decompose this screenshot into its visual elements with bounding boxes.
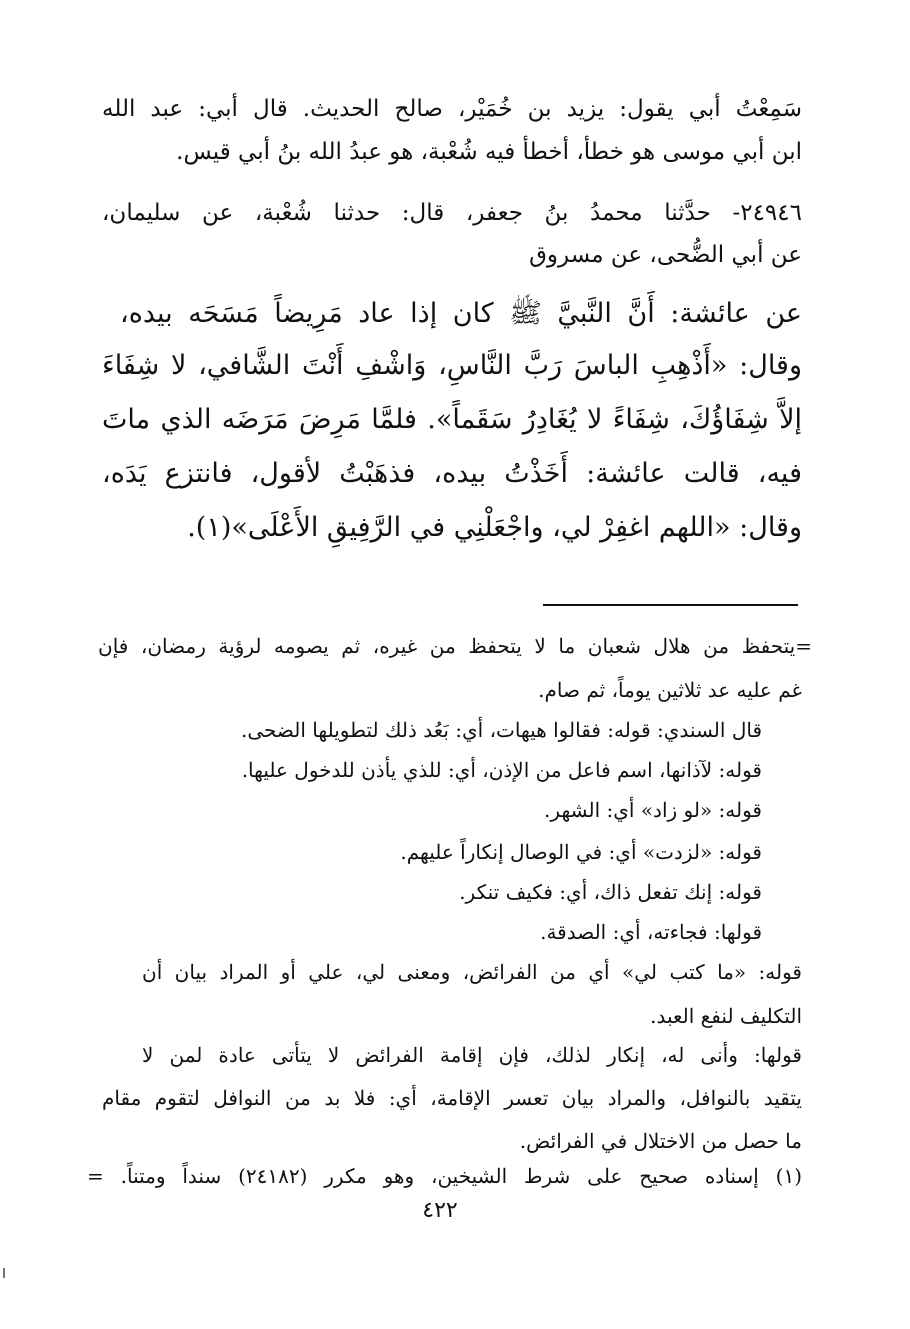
footnote-separator: [543, 604, 798, 606]
footnote-note-2: قوله: لآذانها، اسم فاعل من الإذن، أي: للذي يأذن للدخول عليها.: [241, 758, 762, 782]
footnote-note-6: قولها: فجاءته، أي: الصدقة.: [540, 920, 762, 944]
footnote-note-3: قوله: «لو زاد» أي: الشهر.: [544, 798, 762, 822]
upper-paragraph-line-2: ابن أبي موسى هو خطأ، أخطأ فيه شُعْبة، هو عبدُ الله بنُ أبي قيس.: [176, 139, 802, 165]
footnote-note-4: قوله: «لزدت» أي: في الوصال إنكاراً عليهم.: [400, 840, 762, 864]
upper-paragraph-line-1: سَمِعْتُ أبي يقول: يزيد بن خُمَيْر، صالح الحديث. قال أبي: عبد الله: [102, 96, 802, 122]
hadith-matn-line-2: وقال: «أَذْهِبِ الباسَ رَبَّ النَّاسِ، وَاشْفِ أَنْتَ الشَّافي، لا شِفَاءَ: [102, 350, 802, 381]
numbered-footnote: (١) إسناده صحيح على شرط الشيخين، وهو مكرر (٢٤١٨٢) سنداً ومتناً. =: [87, 1164, 802, 1188]
footnote-continuation-line-1: =يتحفظ من هلال شعبان ما لا يتحفظ من غيره، ثم يصومه لرؤية رمضان، فإن: [98, 634, 812, 658]
hadith-isnad-line-2: عن أبي الضُّحى، عن مسروق: [529, 242, 802, 268]
footnote-note-anna-line-1: قولها: وأنى له، إنكار لذلك، فإن إقامة الفرائض لا يتأتى عادة لمن لا: [142, 1043, 802, 1067]
footnote-note-maktab-line-2: التكليف لنفع العبد.: [650, 1004, 802, 1028]
scan-edge-mark: [3, 1268, 5, 1278]
hadith-matn-line-5: وقال: «اللهم اغفِرْ لي، واجْعَلْنِي في الرَّفِيقِ الأَعْلَى»(١).: [187, 512, 802, 543]
page-number: ٤٢٢: [422, 1198, 458, 1223]
footnote-note-1: قال السندي: قوله: فقالوا هيهات، أي: بَعُد ذلك لتطويلها الضحى.: [240, 718, 762, 742]
footnote-note-anna-line-3: ما حصل من الاختلال في الفرائض.: [519, 1129, 802, 1153]
footnote-note-anna-line-2: يتقيد بالنوافل، والمراد بيان تعسر الإقامة، أي: فلا بد من النوافل لتقوم مقام: [102, 1086, 802, 1110]
hadith-matn-line-1: عن عائشة: أَنَّ النَّبيَّ ﷺ كان إذا عاد مَرِيضاً مَسَحَه بيده،: [120, 298, 802, 329]
hadith-matn-line-4: فيه، قالت عائشة: أَخَذْتُ بيده، فذهَبْتُ لأقول، فانتزع يَدَه،: [102, 458, 802, 489]
footnote-note-maktab-line-1: قوله: «ما كتب لي» أي من الفرائض، ومعنى لي، علي أو المراد بيان أن: [142, 960, 802, 984]
footnote-continuation-line-2: غم عليه عد ثلاثين يوماً، ثم صام.: [538, 678, 802, 702]
hadith-isnad-line-1: ٢٤٩٤٦- حدَّثنا محمدُ بنُ جعفر، قال: حدثنا شُعْبة، عن سليمان،: [102, 200, 802, 226]
hadith-matn-line-3: إلاَّ شِفَاؤُكَ، شِفَاءً لا يُغَادِرُ سَقَماً». فلمَّا مَرِضَ مَرَضَه الذي ماتَ: [102, 404, 802, 435]
footnote-note-5: قوله: إنك تفعل ذاك، أي: فكيف تنكر.: [459, 880, 762, 904]
